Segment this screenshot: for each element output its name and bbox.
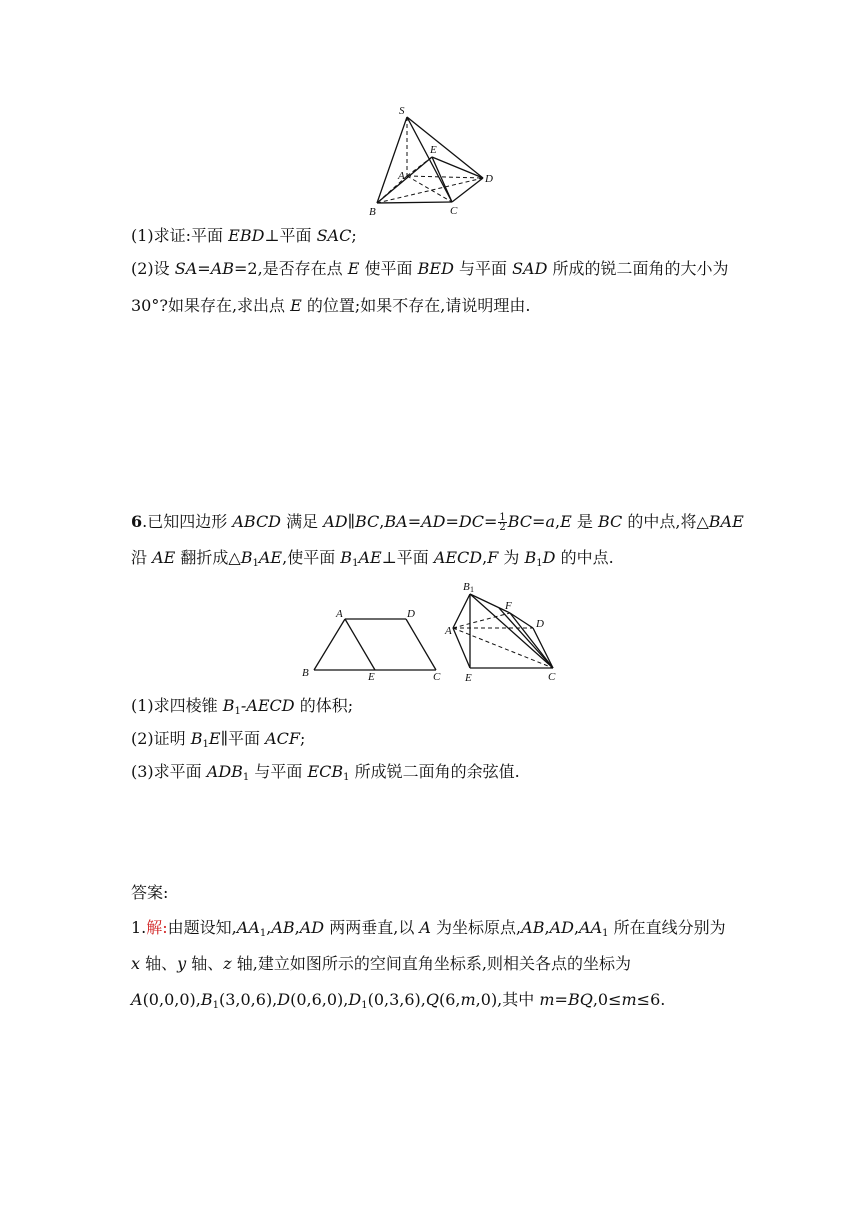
label-A: A: [398, 170, 405, 182]
answer-heading: 答案:: [131, 883, 169, 902]
q6-line2: 沿 AE 翻折成$\triangle B_1AE$,使平面 $B_1AE\perp$平面 AECD,F 为 $B_1D$ 的中点.: [131, 548, 614, 569]
label-S: S: [399, 105, 405, 117]
label-D-right: D: [536, 618, 544, 630]
label-A-left: A: [336, 608, 343, 620]
label-E-left: E: [368, 671, 375, 683]
label-B: B: [369, 206, 376, 218]
q6-line1: 6.已知四边形 ABCD 满足 AD∥BC,BA=AD=DC= $\frac{1}{2}$ BC=a,E 是 BC 的中点,将△BAE: [131, 512, 744, 533]
q5-part1: (1)求证:平面 EBD⊥平面 SAC;: [131, 226, 357, 245]
answer-line1: 1.解:由题设知$,AA_1,AB,AD$ 两两垂直,以 A 为坐标原点$,AB,AD,AA_1$ 所在直线分别为: [131, 918, 726, 939]
answer-line3: $A(0,0,0),B_1(3,0,6),D(0,6,0),D_1(0,3,6),Q(6,m,0)$,其中 m=BQ,0≤m≤6.: [131, 990, 666, 1011]
label-E-right: E: [465, 672, 472, 684]
q6-part3: (3)求平面 $ADB_1$ 与平面 $ECB_1$ 所成锐二面角的余弦值.: [131, 762, 520, 783]
label-C-left: C: [433, 671, 441, 683]
label-C: C: [450, 205, 458, 217]
label-E: E: [430, 144, 437, 156]
q6-part1: (1)求四棱锥 $B_1$-AECD 的体积;: [131, 696, 354, 717]
q5-part2-line1: (2)设 SA=AB=2,是否存在点 E 使平面 BED 与平面 SAD 所成的锐二面角的大小为: [131, 259, 729, 278]
label-B1-sub: 1: [470, 585, 474, 594]
label-B-left: B: [302, 667, 309, 679]
answer-line2: x 轴、y 轴、z 轴,建立如图所示的空间直角坐标系,则相关各点的坐标为: [131, 954, 631, 973]
label-F-right: F: [505, 600, 512, 612]
label-B1-right: B: [463, 581, 470, 593]
q5-part2-line2: 30°?如果存在,求出点 E 的位置;如果不存在,请说明理由.: [131, 296, 531, 315]
fraction-half: $\frac{1}{2}$: [499, 512, 506, 533]
label-D-left: D: [407, 608, 415, 620]
label-A-right: A: [445, 625, 452, 637]
label-C-right: C: [548, 671, 556, 683]
q6-part2: (2)证明 $B_1E\parallel$平面 ACF;: [131, 729, 306, 750]
solution-tag: 解:: [146, 918, 168, 937]
label-D: D: [485, 173, 493, 185]
